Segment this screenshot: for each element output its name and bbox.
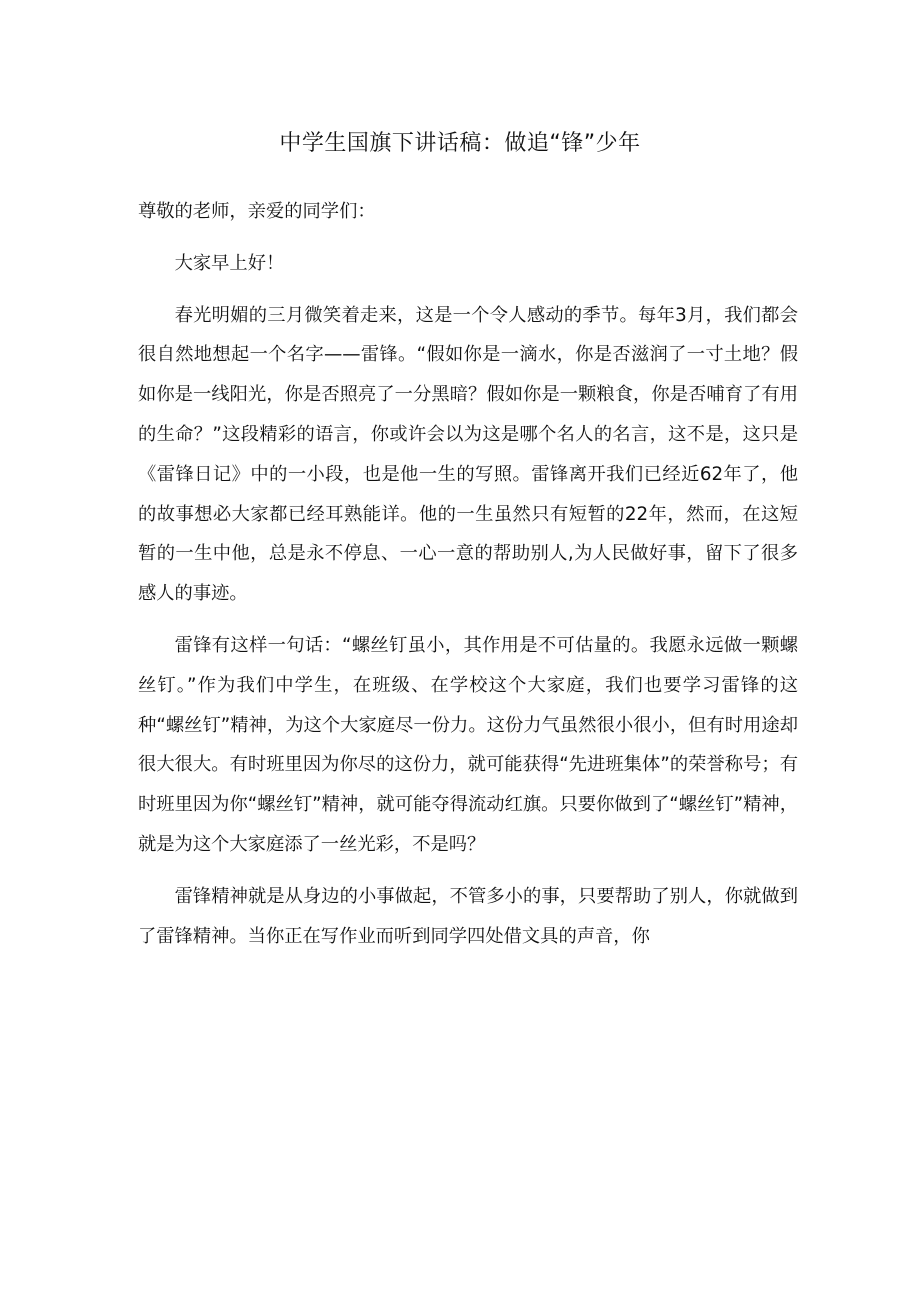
paragraph-greeting: 大家早上好！ <box>174 252 285 274</box>
paragraph-intro: 春光明媚的三月微笑着走来，这是一个令人感动的季节。每年3月，我们都会很自然地想起一个名字——雷锋。“假如你是一滴水，你是否滋润了一寸土地？假如你是一线阳光，你是否照亮了一分黑暗？假如你是一颗粮食，你是否哺育了有用的生命？”这段精彩的语言，你或许会以为这是哪个名人的名言，这不是，这只是《雷锋日记》中的一小段，也是他一生的写照。雷锋离开我们已经近62年了，他的故事想必大家都已经耳熟能详。他的一生虽然只有短暂的22年，然而，在这短暂的一生中他，总是永不停息、一心一意的帮助别人,为人民做好事，留下了很多感人的事迹。 <box>138 304 798 605</box>
salutation: 尊敬的老师，亲爱的同学们： <box>138 201 376 222</box>
paragraph-screw-spirit: 雷锋有这样一句话：“螺丝钉虽小，其作用是不可估量的。我愿永远做一颗螺丝钉。”作为我们中学生，在班级、在学校这个大家庭，我们也要学习雷锋的这种“螺丝钉”精神，为这个大家庭尽一份力。这份力气虽然很小很小，但有时用途却很大很大。有时班里因为你尽的这份力，就可能获得“先进班集体”的荣誉称号；有时班里因为你“螺丝钉”精神，就可能夺得流动红旗。只要你做到了“螺丝钉”精神，就是为这个大家庭添了一丝光彩，不是吗？ <box>138 634 798 855</box>
document-body <box>138 192 798 968</box>
document-title: 中学生国旗下讲话稿：做追“锋”少年 <box>279 131 641 156</box>
paragraph-small-things: 雷锋精神就是从身边的小事做起，不管多小的事，只要帮助了别人，你就做到了雷锋精神。当你正在写作业而听到同学四处借文具的声音，你 <box>138 885 798 947</box>
